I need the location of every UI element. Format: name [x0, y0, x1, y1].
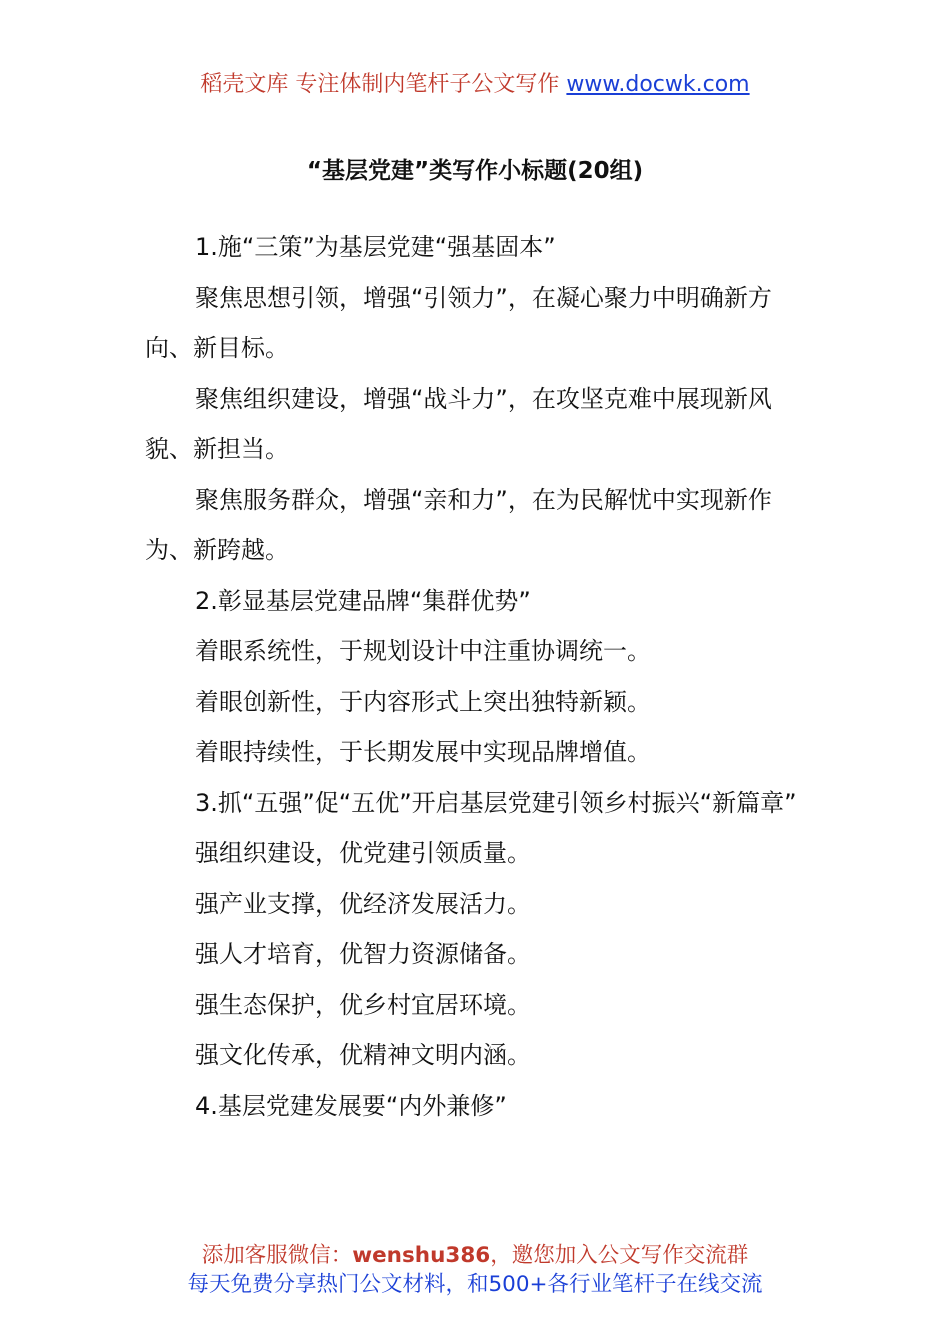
- document-title: “基层党建”类写作小标题(20组): [306, 158, 644, 184]
- paragraph: 强组织建设，优党建引领质量。: [195, 839, 531, 867]
- paragraph: 聚焦服务群众，增强“亲和力”，在为民解忧中实现新作为、新跨越。: [145, 485, 772, 564]
- brand-text: 稻壳文库 专注体制内笔杆子公文写作: [200, 72, 560, 97]
- footer-promo-line: 每天免费分享热门公文材料，和500+各行业笔杆子在线交流: [187, 1272, 763, 1297]
- paragraph: 着眼创新性，于内容形式上突出独特新颖。: [195, 687, 651, 716]
- paragraph: 强产业支撑，优经济发展活力。: [195, 889, 531, 918]
- paragraph: 强生态保护，优乡村宜居环境。: [195, 990, 531, 1019]
- page-footer: [0, 1241, 950, 1299]
- wechat-id: wenshu386: [352, 1243, 491, 1268]
- footer-contact-suffix: ，邀您加入公文写作交流群: [490, 1243, 749, 1268]
- section-heading-3: 3.抓“五强”促“五优”开启基层党建引领乡村振兴“新篇章”: [195, 788, 797, 817]
- document-body: [145, 222, 810, 1131]
- section-heading-4: 4.基层党建发展要“内外兼修”: [195, 1091, 507, 1120]
- section-heading-2: 2.彰显基层党建品牌“集群优势”: [195, 586, 531, 615]
- section-heading-1: 1.施“三策”为基层党建“强基固本”: [195, 233, 556, 261]
- page-header: [0, 70, 950, 100]
- paragraph: 强人才培育，优智力资源储备。: [195, 940, 531, 968]
- paragraph: 强文化传承，优精神文明内涵。: [195, 1041, 531, 1069]
- footer-contact-line: [0, 1241, 950, 1270]
- paragraph: 聚焦思想引领，增强“引领力”，在凝心聚力中明确新方向、新目标。: [145, 283, 772, 362]
- footer-contact-prefix: 添加客服微信：: [201, 1243, 353, 1268]
- site-link[interactable]: www.docwk.com: [566, 72, 750, 97]
- paragraph: 着眼持续性，于长期发展中实现品牌增值。: [195, 738, 651, 766]
- paragraph: 聚焦组织建设，增强“战斗力”，在攻坚克难中展现新风貌、新担当。: [145, 384, 772, 463]
- paragraph: 着眼系统性，于规划设计中注重协调统一。: [195, 637, 651, 665]
